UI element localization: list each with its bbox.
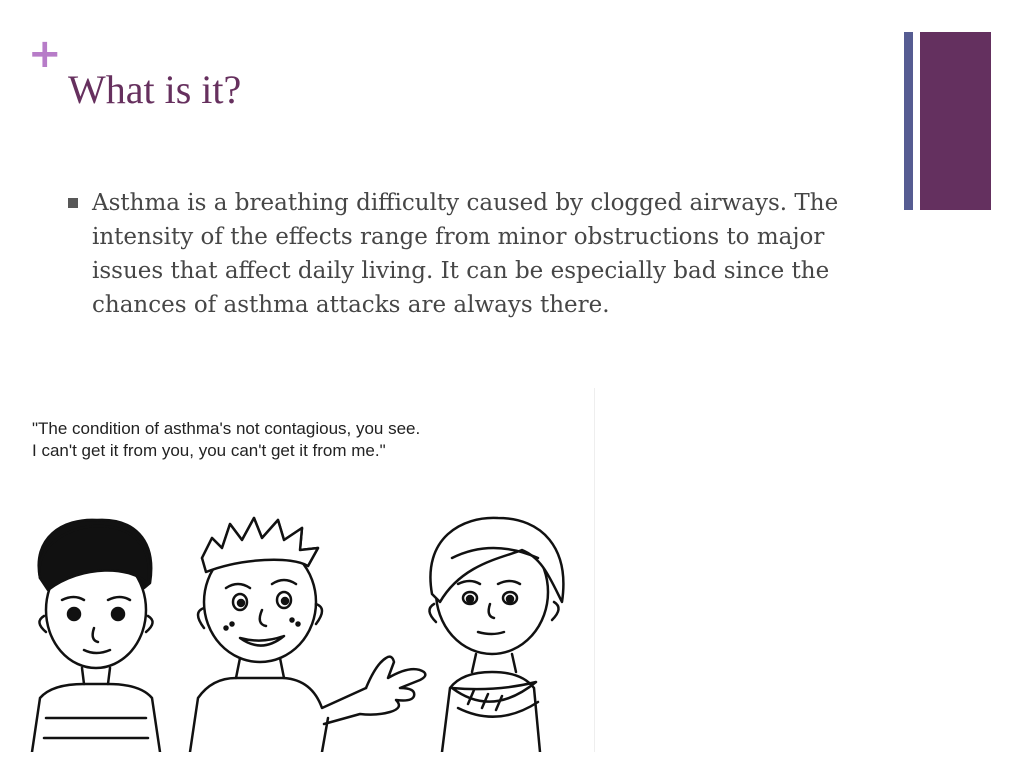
cartoon-caption-line-1: "The condition of asthma's not contagious, you see. <box>32 419 421 438</box>
cartoon-caption <box>32 418 420 462</box>
slide-title: What is it? <box>68 67 242 112</box>
bullet-square-icon <box>68 198 78 208</box>
cartoon-image <box>22 388 595 752</box>
decorative-thick-bar <box>920 32 991 210</box>
boy-left-figure <box>32 520 160 752</box>
plus-icon: + <box>28 31 62 77</box>
decorative-thin-bar <box>904 32 913 210</box>
cartoon-caption-line-2: I can't get it from you, you can't get it from me." <box>32 441 386 460</box>
boy-right-figure <box>429 518 563 752</box>
bullet-list <box>68 186 868 322</box>
bullet-text: Asthma is a breathing difficulty caused by clogged airways. The intensity of the effects range from minor obstructions to major issues that affect daily living. It can be especially bad since the chances of asthma attacks are always there. <box>92 190 839 318</box>
boy-middle-figure <box>190 518 425 752</box>
